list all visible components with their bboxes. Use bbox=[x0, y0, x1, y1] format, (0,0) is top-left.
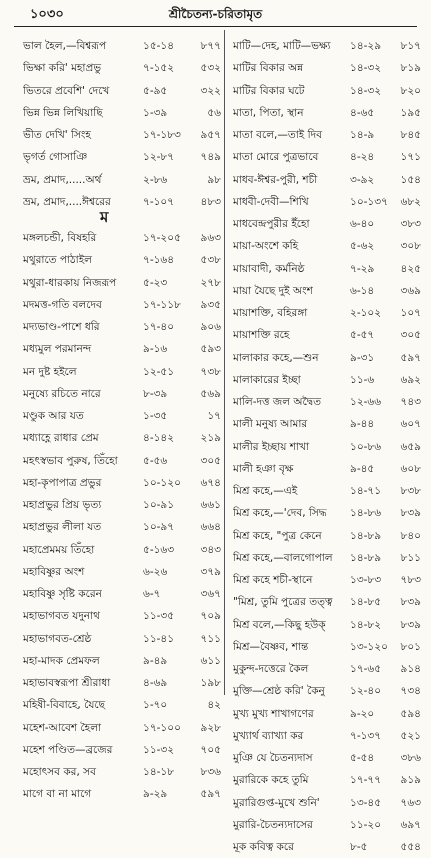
index-entry bbox=[23, 539, 221, 561]
entry-reference: ১৪-৯ bbox=[350, 129, 375, 141]
index-entry bbox=[23, 249, 221, 271]
entry-reference: ১২-৮৭ bbox=[143, 151, 175, 164]
entry-page-number: ৭৪৩ bbox=[400, 396, 421, 408]
entry-reference: ৭-১৩৭ bbox=[350, 729, 382, 742]
entry-text: মাতা মোরে পুত্রভাবে bbox=[233, 151, 319, 164]
entry-reference: ৭-১৫২ bbox=[143, 62, 175, 75]
entry-page-number: ১৯৫ bbox=[400, 106, 421, 119]
index-entry bbox=[23, 783, 221, 805]
entry-page-number: ৮০১ bbox=[400, 640, 421, 653]
entry-page-number: ৩৮৩ bbox=[400, 218, 421, 230]
index-entry bbox=[233, 169, 421, 191]
entry-page-number: ৮৭৭ bbox=[200, 40, 221, 52]
entry-reference: ৯-১৬ bbox=[143, 343, 168, 356]
entry-page-number: ১০৭ bbox=[400, 307, 421, 319]
index-entry bbox=[233, 80, 421, 102]
entry-reference: ১৪-৩২ bbox=[350, 62, 382, 75]
entry-page-number: ৭৮৩ bbox=[400, 574, 421, 586]
entry-page-number: ৫৩৮ bbox=[200, 254, 221, 267]
entry-page-number: ৯৮ bbox=[207, 173, 221, 186]
entry-page-number: ৫৯৪ bbox=[400, 707, 421, 720]
entry-text: মণ্ডুক আর যত bbox=[23, 410, 84, 422]
entry-reference: ৯-২০ bbox=[350, 707, 375, 720]
entry-text: মাগে বা না মাগে bbox=[23, 788, 92, 801]
entry-page-number: ৬৯২ bbox=[400, 373, 421, 386]
index-entry bbox=[23, 450, 221, 472]
index-entry bbox=[233, 502, 421, 524]
entry-reference: ৭-২৯ bbox=[350, 262, 375, 275]
index-entry bbox=[233, 324, 421, 346]
entry-text: মাটি—দেহ, মাটি—ভক্ষ্য bbox=[233, 40, 331, 52]
entry-reference: ১৪-৩২ bbox=[350, 84, 382, 97]
entry-reference: ১১-৩৫ bbox=[143, 610, 175, 623]
entry-text: মদ্যভাণ্ড-পাশে ধরি bbox=[23, 321, 100, 333]
entry-text: মথুরাতে পাঠাইল bbox=[23, 254, 92, 267]
entry-reference: ১০-৮৬ bbox=[350, 440, 382, 453]
entry-page-number: ৮৩৯ bbox=[400, 618, 421, 631]
entry-text: মনুষ্যে রচিতে নারে bbox=[23, 387, 101, 400]
entry-text: মালি-দত্ত জল অদ্বৈত bbox=[233, 396, 322, 408]
entry-page-number: ৫৯৭ bbox=[200, 788, 221, 801]
index-entry bbox=[23, 316, 221, 338]
entry-page-number: ৮৩৯ bbox=[400, 507, 421, 520]
entry-page-number: ৩৬৯ bbox=[400, 284, 421, 297]
entry-text: মায়াশক্তি, বহিরঙ্গা bbox=[233, 307, 308, 319]
entry-page-number: ৩৪৩ bbox=[200, 543, 221, 556]
entry-reference: ১১-২০ bbox=[350, 818, 382, 831]
entry-text: মাটির বিকার অন্ন bbox=[233, 62, 304, 75]
entry-reference: ৫-১৬৩ bbox=[143, 543, 175, 556]
entry-reference: ১৭-১৮৩ bbox=[143, 129, 181, 141]
entry-page-number: ১৫৪ bbox=[400, 173, 421, 186]
entry-text: ভীত দেখি' সিংহ bbox=[23, 129, 91, 141]
entry-text: মাতা বলে,—তাই দিব bbox=[233, 129, 322, 141]
index-entry bbox=[23, 35, 221, 57]
entry-text: মহাপ্রভুর লীলা যত bbox=[23, 521, 102, 534]
entry-page-number: ৩৭৯ bbox=[200, 565, 221, 578]
entry-text: মধ্যাহ্ণে রাধার প্রেম bbox=[23, 432, 99, 445]
index-entry bbox=[23, 57, 221, 79]
entry-page-number: ৪৮৩ bbox=[200, 195, 221, 208]
entry-page-number: ৬৫৯ bbox=[400, 440, 421, 453]
index-entry bbox=[233, 369, 421, 391]
entry-page-number: ৯২৮ bbox=[200, 721, 221, 734]
entry-text: মাটির বিকার ঘটে bbox=[233, 84, 305, 97]
entry-page-number: ৬৬৪ bbox=[200, 521, 221, 534]
entry-reference: ১৭-৭৭ bbox=[350, 774, 382, 787]
index-entry bbox=[23, 694, 221, 716]
entry-text: মিশ্র কহে শচী-স্থানে bbox=[233, 574, 313, 586]
index-entry bbox=[23, 146, 221, 168]
column-divider bbox=[224, 30, 225, 695]
entry-page-number: ৭০৯ bbox=[200, 610, 221, 623]
entry-reference: ৬-৭ bbox=[143, 588, 161, 600]
entry-reference: ১৪-৮২ bbox=[350, 618, 382, 631]
index-entry bbox=[23, 516, 221, 538]
entry-text: ভিতরে প্রবেশি' দেখে bbox=[23, 84, 110, 97]
entry-reference: ১১-৩২ bbox=[143, 743, 175, 756]
entry-text: ভৃগর্ত গোসাঞি bbox=[23, 151, 88, 164]
entry-reference: ১৪-৭১ bbox=[350, 485, 382, 497]
entry-page-number: ৮৪০ bbox=[400, 529, 421, 542]
entry-text: মিশ্র কহে, "পুত্র কেনে bbox=[233, 529, 322, 542]
entry-text: মাধবী-দেবী—শিখি bbox=[233, 195, 309, 208]
index-entry bbox=[233, 35, 421, 57]
index-entry bbox=[23, 761, 221, 783]
entry-reference: ৪-১৪২ bbox=[143, 432, 175, 445]
entry-text: মথুরা-ধারকায় নিজরূপ bbox=[23, 276, 117, 289]
entry-reference: ৭-১০৭ bbox=[143, 195, 175, 208]
entry-text: মঙ্গলচন্ডী, বিষহরি bbox=[23, 232, 97, 244]
entry-reference: ৯-৪৫ bbox=[350, 462, 375, 475]
entry-reference: ১০-১৩৭ bbox=[350, 195, 388, 208]
index-entry bbox=[233, 814, 421, 836]
entry-reference: ৮-৫ bbox=[350, 841, 368, 853]
entry-reference: ১-৩৫ bbox=[143, 410, 168, 422]
entry-page-number: ৫৯৭ bbox=[400, 351, 421, 364]
entry-page-number: ৬১১ bbox=[200, 654, 221, 667]
index-entry bbox=[23, 650, 221, 672]
entry-text: মায়াবাদী, কর্মনিষ্ঠ bbox=[233, 262, 305, 275]
index-entry bbox=[233, 302, 421, 324]
index-entry bbox=[23, 472, 221, 494]
entry-page-number: ৪২৫ bbox=[400, 262, 421, 275]
index-entry bbox=[233, 436, 421, 458]
entry-text: মায়া-অংশে কহি bbox=[233, 240, 299, 253]
entry-text: মাতা, পিতা, স্থান bbox=[233, 106, 304, 119]
entry-text: মধ্যমুল পরমানন্দ bbox=[23, 343, 92, 356]
entry-text: মিশ্র কহে,—'দেব, সিদ্ধ bbox=[233, 507, 327, 520]
entry-text: মহাবিষ্ণু সৃষ্টি করেন bbox=[23, 588, 102, 600]
entry-reference: ২-৮৬ bbox=[143, 173, 168, 186]
entry-page-number: ৮৩৯ bbox=[400, 596, 421, 609]
entry-text: মিশ্র কহে,—বালগোপাল bbox=[233, 551, 333, 564]
entry-text: মালী হঞা বৃক্ষ bbox=[233, 462, 294, 475]
index-entry bbox=[233, 591, 421, 613]
entry-page-number: ৩৬৭ bbox=[200, 588, 221, 600]
entry-reference: ১৪-২৯ bbox=[350, 40, 382, 52]
entry-text: মাধব-ঈশ্বর-পুরী, শচী bbox=[233, 173, 318, 186]
entry-page-number: ৮৩৬ bbox=[200, 766, 221, 778]
index-entry bbox=[233, 792, 421, 814]
entry-page-number: ৯১৯ bbox=[400, 774, 421, 787]
entry-reference: ১১-৪১ bbox=[143, 632, 175, 645]
index-entry bbox=[23, 227, 221, 249]
index-entry bbox=[233, 191, 421, 213]
entry-text: মুরারিকে কহে তুমি bbox=[233, 774, 309, 787]
index-entry bbox=[23, 383, 221, 405]
entry-reference: ৫-২৩ bbox=[143, 276, 168, 289]
entry-reference: ৯-৪৪ bbox=[350, 418, 375, 431]
entry-page-number: ৩০৫ bbox=[400, 329, 421, 342]
entry-page-number: ৫২১ bbox=[400, 729, 421, 742]
index-entry bbox=[233, 391, 421, 413]
entry-reference: ১২-৫১ bbox=[143, 365, 175, 378]
entry-page-number: ৩০৮ bbox=[400, 240, 421, 253]
index-entry bbox=[23, 294, 221, 316]
index-entry bbox=[233, 280, 421, 302]
entry-text: মায়া যৈছে দুই অংশ bbox=[233, 284, 313, 297]
entry-reference: ১৪-৮৯ bbox=[350, 529, 382, 542]
entry-reference: ৫-৯৫ bbox=[143, 84, 168, 97]
index-entry bbox=[233, 547, 421, 569]
index-entry bbox=[23, 739, 221, 761]
entry-text: মিশ্র—বৈষ্ণব, শান্ত bbox=[233, 640, 309, 653]
entry-text: মুখ্য মুখ্য শাখাগণের bbox=[233, 707, 314, 720]
entry-reference: ১৭-৬৫ bbox=[350, 663, 382, 675]
entry-reference: ১৩-১২০ bbox=[350, 640, 388, 653]
entry-reference: ১৪-১৮ bbox=[143, 766, 175, 778]
entry-reference: ১০-৯৭ bbox=[143, 521, 175, 534]
index-entry bbox=[23, 361, 221, 383]
entry-reference: ১১-৬ bbox=[350, 373, 375, 386]
entry-reference: ১৭-২০৫ bbox=[143, 232, 181, 244]
entry-text: মুঞি যে চৈতন্যদাস bbox=[233, 752, 313, 764]
index-entry bbox=[23, 338, 221, 360]
entry-reference: ৫-৫৭ bbox=[350, 329, 375, 342]
entry-text: মহিষী-বিবাহে, যৈছে bbox=[23, 699, 105, 712]
running-title: শ্রীচৈতন্য-চরিতামৃত bbox=[168, 7, 263, 21]
section-letter: ম bbox=[100, 208, 109, 226]
entry-text: মহাভাগবত-শ্রেষ্ঠ bbox=[23, 632, 92, 645]
index-entry bbox=[233, 480, 421, 502]
entry-text: মহাভাবস্বরূপা শ্রীরাধা bbox=[23, 677, 111, 689]
index-entry bbox=[233, 413, 421, 435]
entry-page-number: ৯৫৭ bbox=[200, 129, 221, 141]
index-entry bbox=[233, 347, 421, 369]
entry-reference: ৮-৩৯ bbox=[143, 387, 168, 400]
page-number: ১০৩০ bbox=[30, 7, 64, 22]
entry-reference: ১৪-৮৫ bbox=[350, 596, 382, 609]
entry-reference: ৫-৫৬ bbox=[143, 454, 168, 467]
index-entry bbox=[23, 191, 221, 213]
entry-page-number: ৬০৭ bbox=[400, 418, 421, 431]
index-entry bbox=[23, 717, 221, 739]
entry-reference: ৯-৪৯ bbox=[143, 654, 168, 667]
entry-page-number: ৫৫৪ bbox=[400, 841, 421, 853]
index-entry bbox=[233, 747, 421, 769]
entry-reference: ২-১০২ bbox=[350, 307, 382, 319]
entry-text: মিশ্র বলে,—কিছু হউক্ bbox=[233, 618, 326, 631]
entry-page-number: ১৭ bbox=[207, 410, 221, 422]
index-entry bbox=[23, 405, 221, 427]
entry-text: মদমত্ত-গতি বলদেব bbox=[23, 298, 102, 311]
entry-text: মুরারিগুপ্ত-মুখে শুনি' bbox=[233, 796, 320, 809]
entry-reference: ৬-৪০ bbox=[350, 218, 375, 230]
entry-page-number: ৫৩২ bbox=[200, 62, 221, 75]
index-entry bbox=[233, 703, 421, 725]
index-entry bbox=[233, 458, 421, 480]
entry-page-number: ৫৯৩ bbox=[200, 343, 221, 356]
entry-text: মহা-কৃপাপাত্র প্রভুর bbox=[23, 476, 102, 489]
entry-reference: ১৭-১১৮ bbox=[143, 298, 181, 311]
index-entry bbox=[233, 769, 421, 791]
index-entry bbox=[23, 272, 221, 294]
entry-page-number: ৩০৫ bbox=[200, 454, 221, 467]
index-entry bbox=[23, 169, 221, 191]
entry-reference: ১৩-৪৫ bbox=[350, 796, 382, 809]
entry-reference: ১০-১২০ bbox=[143, 476, 181, 489]
entry-page-number: ৯৩৫ bbox=[200, 298, 221, 311]
entry-page-number: ৪২ bbox=[207, 699, 221, 712]
entry-page-number: ৫৬ bbox=[207, 106, 221, 119]
index-entry bbox=[233, 569, 421, 591]
index-entry bbox=[23, 561, 221, 583]
index-entry bbox=[233, 680, 421, 702]
entry-text: মহাপ্রভুর প্রিয় ভৃত্য bbox=[23, 499, 102, 511]
index-entry bbox=[23, 124, 221, 146]
entry-page-number: ১৭১ bbox=[400, 151, 421, 164]
index-entry bbox=[23, 494, 221, 516]
entry-page-number: ৭৪৯ bbox=[200, 151, 221, 164]
entry-reference: ৪-৬৫ bbox=[350, 106, 375, 119]
entry-page-number: ৭৩৮ bbox=[200, 365, 221, 378]
entry-text: মুখ্যার্থ ব্যাখ্যা কর bbox=[233, 729, 304, 742]
entry-reference: ১২-৬৬ bbox=[350, 396, 382, 408]
index-entry bbox=[233, 614, 421, 636]
entry-reference: ১০-৯১ bbox=[143, 499, 175, 511]
entry-text: মায়াশক্তি রহে bbox=[233, 329, 290, 342]
entry-text: ভিন্ন ভিন্ন লিখিয়াছি bbox=[23, 106, 103, 119]
entry-text: মহেশ পণ্ডিত—ব্রজের bbox=[23, 743, 113, 756]
entry-page-number: ৯৬৩ bbox=[200, 232, 221, 244]
entry-page-number: ৮১৯ bbox=[400, 62, 421, 75]
entry-page-number: ৯১৪ bbox=[400, 663, 421, 675]
index-entry bbox=[233, 636, 421, 658]
entry-text: মালাকার কহে,—শুন bbox=[233, 351, 319, 364]
entry-page-number: ৩৮৬ bbox=[400, 752, 421, 764]
entry-page-number: ৫৬৯ bbox=[200, 387, 221, 400]
entry-page-number: ৬৮২ bbox=[400, 195, 421, 208]
index-entry bbox=[233, 258, 421, 280]
entry-text: মালী মনুষ্য আমার bbox=[233, 418, 308, 431]
entry-reference: ৫-৬২ bbox=[350, 240, 375, 253]
entry-page-number: ২১৯ bbox=[200, 432, 221, 445]
entry-text: মুরারি-চৈতন্যদাসের bbox=[233, 818, 313, 831]
entry-reference: ১৭-১০০ bbox=[143, 721, 181, 734]
entry-text: মালীর ইচ্ছায় শাখা bbox=[233, 440, 309, 453]
entry-text: মিশ্র কহে,—এই bbox=[233, 485, 298, 497]
index-entry bbox=[233, 658, 421, 680]
entry-reference: ১২-৪০ bbox=[350, 685, 382, 698]
entry-page-number: ৭৬৩ bbox=[400, 796, 421, 809]
entry-page-number: ৮২০ bbox=[400, 84, 421, 97]
entry-page-number: ৭৩৪ bbox=[400, 685, 421, 698]
entry-text: "মিশ্র, তুমি পুত্রের তত্ত্ব bbox=[233, 596, 333, 609]
entry-text: মন দুষ্ট হইলে bbox=[23, 365, 77, 378]
index-entry bbox=[23, 605, 221, 627]
entry-text: মহৎস্বভাব পুরুষ, তিঁহো bbox=[23, 454, 118, 467]
entry-text: মহাবিষ্ণুর অংশ bbox=[23, 565, 85, 578]
index-entry bbox=[23, 672, 221, 694]
entry-reference: ৬-১৪ bbox=[350, 284, 375, 297]
index-entry bbox=[233, 146, 421, 168]
entry-text: ভ্রম, প্রমাদ,.....অর্থ bbox=[23, 173, 102, 186]
entry-text: মালাকারের ইচ্ছা bbox=[233, 373, 301, 386]
entry-text: মাধবেন্দ্রপুরীর ইঁহো bbox=[233, 218, 310, 230]
entry-page-number: ৬৭৪ bbox=[200, 476, 221, 489]
index-entry bbox=[233, 725, 421, 747]
entry-page-number: ৮১৭ bbox=[400, 40, 421, 52]
entry-reference: ১-৭০ bbox=[143, 699, 168, 712]
entry-text: মূক কবিত্ব করে bbox=[233, 841, 294, 853]
entry-page-number: ৭১১ bbox=[200, 632, 221, 645]
entry-reference: ৪-৬৯ bbox=[143, 677, 168, 689]
entry-reference: ১-৩৯ bbox=[143, 106, 168, 119]
index-entry bbox=[233, 102, 421, 124]
index-entry bbox=[233, 124, 421, 146]
entry-page-number: ১৯৮ bbox=[200, 677, 221, 689]
entry-page-number: ৮৩৮ bbox=[400, 485, 421, 497]
entry-text: মুক্তি—শ্রেষ্ঠ করি' কৈনু bbox=[233, 685, 325, 698]
entry-reference: ৯-৩১ bbox=[350, 351, 375, 364]
entry-page-number: ৮১১ bbox=[400, 551, 421, 564]
index-entry bbox=[23, 583, 221, 605]
entry-reference: ৪-২৪ bbox=[350, 151, 375, 164]
entry-reference: ৭-১৬৪ bbox=[143, 254, 175, 267]
entry-text: মুকুন্দ-দত্তেরে কৈল bbox=[233, 663, 309, 675]
entry-text: মহাপ্রেমময় তিঁহো bbox=[23, 543, 95, 556]
index-entry bbox=[233, 235, 421, 257]
entry-page-number: ৮৪৫ bbox=[400, 129, 421, 141]
entry-page-number: ৯০৬ bbox=[200, 321, 221, 333]
index-entry bbox=[23, 102, 221, 124]
entry-reference: ৫-৫৪ bbox=[350, 752, 375, 764]
entry-text: ভ্রম, প্রমাদ,....ঈশ্বরের bbox=[23, 195, 111, 208]
entry-page-number: ৬৯৭ bbox=[400, 818, 421, 831]
entry-text: মহাভাগবত যদুনাথ bbox=[23, 610, 100, 623]
entry-reference: ৯-২৯ bbox=[143, 788, 168, 801]
index-entry bbox=[233, 213, 421, 235]
entry-text: ভাল হৈল,—বিশ্বরূপ bbox=[23, 40, 107, 52]
index-entry bbox=[23, 628, 221, 650]
entry-page-number: ৭০৫ bbox=[200, 743, 221, 756]
entry-page-number: ৩২২ bbox=[200, 84, 221, 97]
entry-reference: ১৫-১৪ bbox=[143, 40, 175, 52]
entry-page-number: ৬৬১ bbox=[200, 499, 221, 511]
entry-reference: ৬-২৬ bbox=[143, 565, 168, 578]
entry-text: মহেশ-আবেশ হৈলা bbox=[23, 721, 102, 734]
entry-reference: ১৪-৮৯ bbox=[350, 551, 382, 564]
entry-reference: ১৩-৮৩ bbox=[350, 574, 382, 586]
entry-text: ভিক্ষা করি' মহাপ্রভু bbox=[23, 62, 102, 75]
entry-page-number: ৬০৮ bbox=[400, 462, 421, 475]
index-entry bbox=[233, 57, 421, 79]
entry-page-number: ২৭৮ bbox=[200, 276, 221, 289]
index-entry bbox=[23, 427, 221, 449]
entry-text: মহা-মাদক প্রেমফল bbox=[23, 654, 100, 667]
index-entry bbox=[233, 525, 421, 547]
entry-reference: ৩-৯২ bbox=[350, 173, 375, 186]
index-entry bbox=[23, 80, 221, 102]
entry-text: মহোৎসব কর, সব bbox=[23, 766, 96, 778]
entry-reference: ১৪-৮৬ bbox=[350, 507, 382, 520]
entry-reference: ১৭-৪০ bbox=[143, 321, 175, 333]
page-header bbox=[14, 4, 417, 27]
index-entry bbox=[233, 836, 421, 858]
